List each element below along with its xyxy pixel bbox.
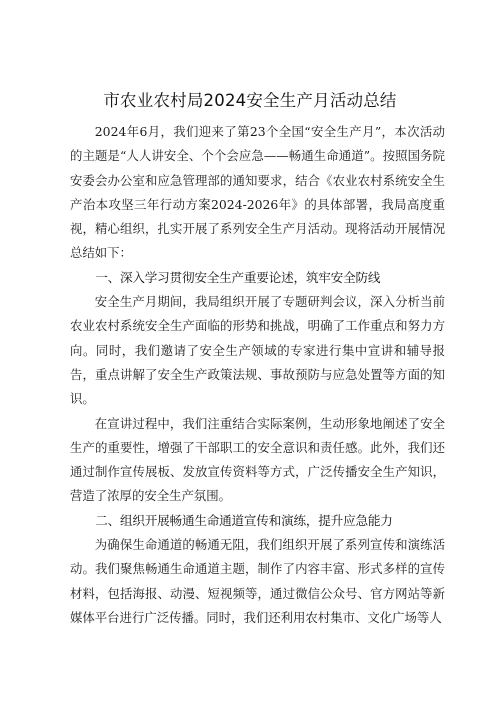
section-heading-1: 一、深入学习贯彻安全生产重要论述，筑牢安全防线 [95,269,381,285]
section-heading-2: 二、组织开展畅通生命通道宣传和演练，提升应急能力 [95,512,393,528]
body-paragraph: 在宣讲过程中，我们注重结合实际案例，生动形象地阐述了安全生产的重要性，增强了干部职工的安全意识和责任感。此外，我们还通过制作宣传展板、发放宣传资料等方式，广泛传播安全生产知识，营造了浓厚的安全生产氛围。 [70,415,445,504]
document-body [70,120,445,630]
intro-paragraph: 2024年6月，我们迎来了第23个全国“安全生产月”，本次活动的主题是“人人讲安全、个个会应急——畅通生命通道”。按照国务院安委会办公室和应急管理部的通知要求，结合《农业农村系统安全生产治本攻坚三年行动方案2024-2026年》的具体部署，我局高度重视，精心组织，扎实开展了系列安全生产月活动。现将活动开展情况总结如下： [70,124,445,261]
body-paragraph: 安全生产月期间，我局组织开展了专题研判会议，深入分析当前农业农村系统安全生产面临的形势和挑战，明确了工作重点和努力方向。同时，我们邀请了安全生产领域的专家进行集中宣讲和辅导报告，重点讲解了安全生产政策法规、事故预防与应急处置等方面的知识。 [70,294,445,407]
document-title: 市农业农村局2024安全生产月活动总结 [103,91,397,110]
body-paragraph: 为确保生命通道的畅通无阻，我们组织开展了系列宣传和演练活动。我们聚焦畅通生命通道主题，制作了内容丰富、形式多样的宣传材料，包括海报、动漫、短视频等，通过微信公众号、官方网站等新媒体平台进行广泛传播。同时，我们还利用农村集市、文化广场等人 [70,537,445,625]
